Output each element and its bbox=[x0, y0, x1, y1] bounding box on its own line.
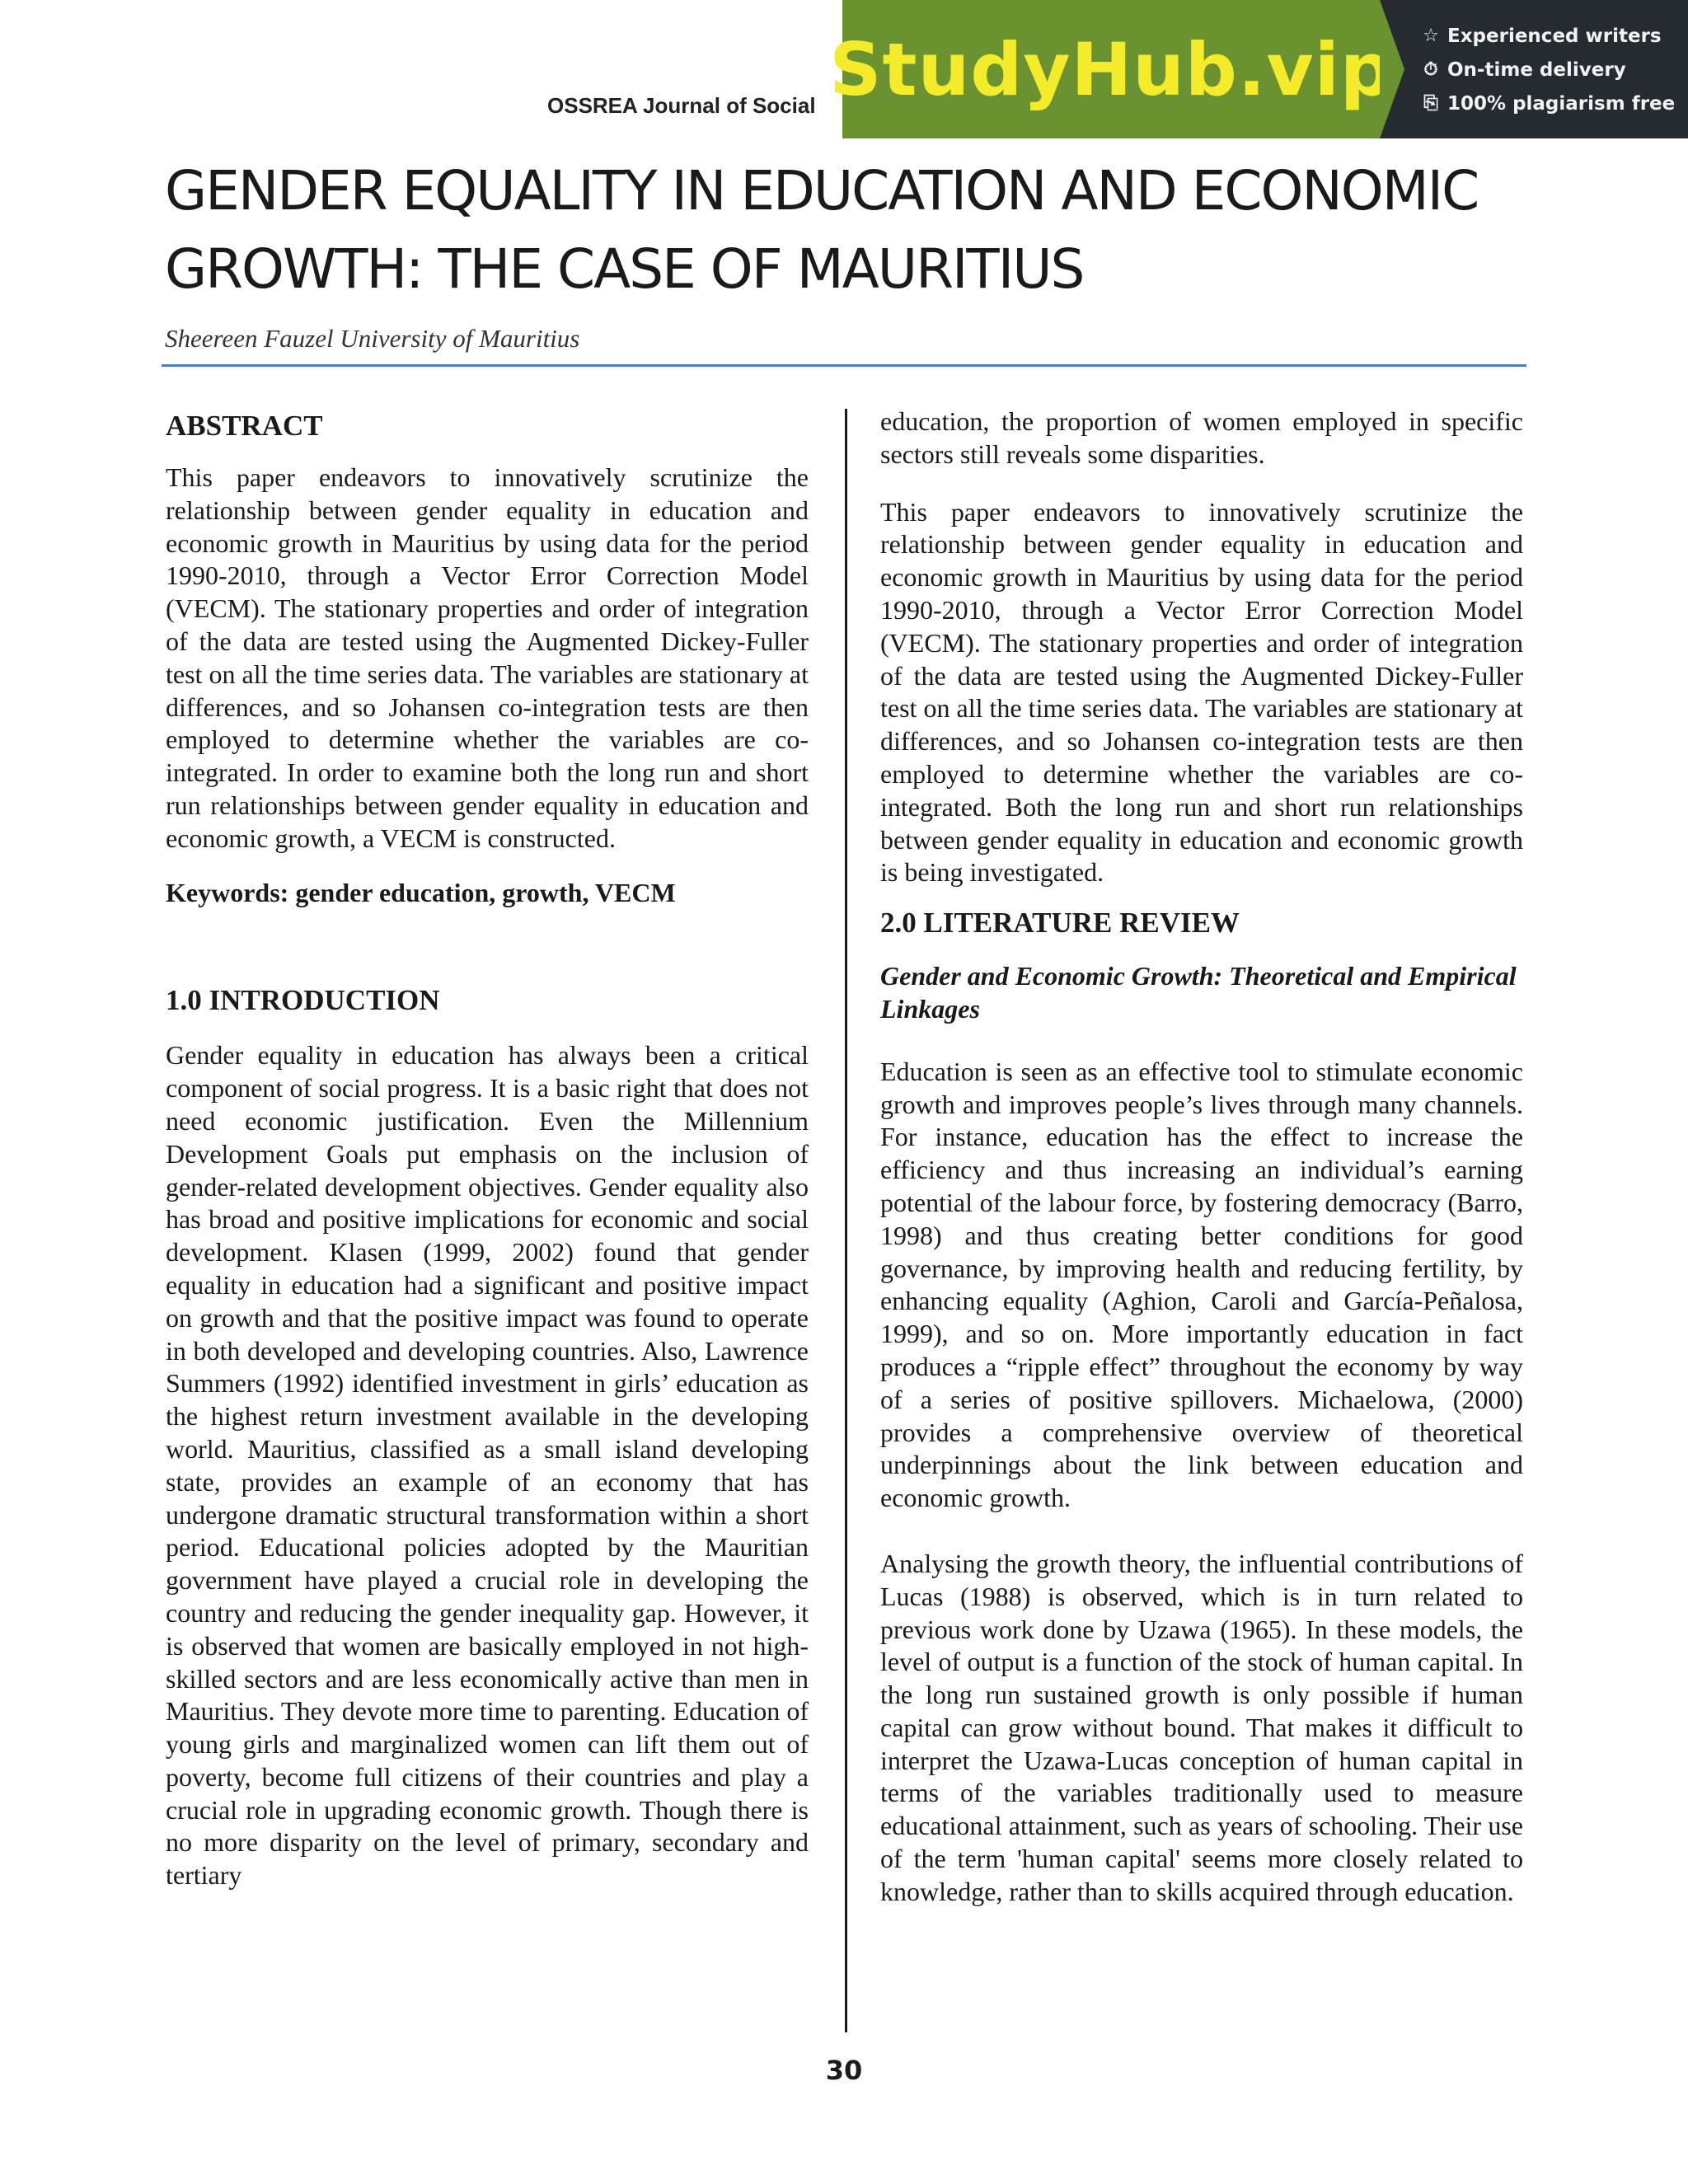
keywords: Keywords: gender education, growth, VECM bbox=[166, 877, 676, 907]
right-column bbox=[880, 405, 1523, 1909]
studyhub-logo[interactable] bbox=[829, 0, 1393, 138]
author-line: Sheereen Fauzel University of Mauritius bbox=[165, 324, 580, 353]
journal-header: OSSREA Journal of Social bbox=[547, 93, 816, 118]
abstract-heading: ABSTRACT bbox=[166, 410, 323, 442]
page-number: 30 bbox=[825, 2055, 863, 2086]
studyhub-ad-banner[interactable] bbox=[829, 0, 1688, 138]
introduction-continued: education, the proportion of women employed in specific sectors still reveals some disparities. bbox=[880, 406, 1523, 469]
literature-subheading: Gender and Economic Growth: Theoretical and Empirical Linkages bbox=[880, 961, 1517, 1024]
document-check-icon: ⎘ bbox=[1423, 93, 1438, 114]
column-divider bbox=[845, 409, 847, 2032]
literature-paragraph-1: Education is seen as an effective tool to stimulate economic growth and improves people’s lives through many channels. For instance, education has the effect to increase the efficiency and thus increasing an individual’s earning potential of the labour force, by fostering democracy (Barro, 1998) and thus creating better conditions for good governance, by improving health and reducing fertility, by enhancing equality (Aghion, Caroli and García-Peñalosa, 1999), and so on. More importantly education in fact produces a “ripple effect” throughout the economy by way of a series of positive spillovers. Michaelowa, (2000) provides a comprehensive overview of theoretical underpinnings about the link between education and economic growth. bbox=[880, 1056, 1523, 1513]
feature-plagiarism-free bbox=[1421, 89, 1688, 118]
feature-label: 100% plagiarism free bbox=[1447, 92, 1676, 115]
feature-on-time-delivery bbox=[1421, 55, 1688, 84]
abstract-paragraph: This paper endeavors to innovatively scrutinize the relationship between gender equality in education and economic growth in Mauritius by using data for the period 1990-2010, through a Vector Error Correction Model (VECM). The stationary properties and order of integration of the data are tested using the Augmented Dickey-Fuller test on all the time series data. The variables are stationary at differences, and so Johansen co-integration tests are then employed to determine whether the variables are co-integrated. In order to examine both the long run and short run relationships between gender equality in education and economic growth, a VECM is constructed. bbox=[166, 462, 809, 853]
feature-label: Experienced writers bbox=[1447, 25, 1662, 47]
feature-experienced-writers bbox=[1421, 21, 1688, 50]
star-outline-icon: ☆ bbox=[1423, 26, 1439, 46]
left-column bbox=[166, 405, 809, 1892]
introduction-paragraph: Gender equality in education has always been a critical component of social progress. It is a basic right that does not need economic justification. Even the Millennium Development Goals put emphasis on the inclusion of gender-related development objectives. Gender equality also has broad and positive implications for economic and social development. Klasen (1999, 2002) found that gender equality in education had a significant and positive impact on growth and that the positive impact was found to operate in both developed and developing countries. Also, Lawrence Summers (1992) identified investment in girls’ education as the highest return investment available in the developing world. Mauritius, classified as a small island developing state, provides an example of an economy that has undergone dramatic structural transformation within a short period. Educational policies adopted by the Mauritian government have played a crucial role in developing the country and reducing the gender inequality gap. However, it is observed that women are basically employed in not high-skilled sectors and are less economically active than men in Mauritius. They devote more time to parenting. Education of young girls and marginalized women can lift them out of poverty, become full citizens of their countries and play a crucial role in upgrading economic growth. Though there is no more disparity on the level of primary, secondary and tertiary bbox=[166, 1040, 809, 1891]
banner-features bbox=[1380, 0, 1688, 138]
title-divider bbox=[162, 364, 1526, 367]
studyhub-logo-text: StudyHub.vip bbox=[829, 26, 1393, 112]
feature-label: On-time delivery bbox=[1447, 59, 1626, 81]
literature-review-heading: 2.0 LITERATURE REVIEW bbox=[880, 907, 1240, 940]
introduction-heading: 1.0 INTRODUCTION bbox=[166, 984, 440, 1017]
introduction-paragraph-2: This paper endeavors to innovatively scrutinize the relationship between gender equality in education and economic growth in Mauritius by using data for the period 1990-2010, through a Vector Error Correction Model (VECM). The stationary properties and order of integration of the data are tested using the Augmented Dickey-Fuller test on all the time series data. The variables are stationary at differences, and so Johansen co-integration tests are then employed to determine whether the variables are co-integrated. Both the long run and short run relationships between gender equality in education and economic growth is being investigated. bbox=[880, 496, 1523, 888]
clock-icon: ⏱ bbox=[1423, 59, 1438, 80]
banner-arrow-shape bbox=[1380, 0, 1404, 138]
paper-title: GENDER EQUALITY IN EDUCATION AND ECONOMIC GROWTH: THE CASE OF MAURITIUS bbox=[165, 159, 1479, 301]
literature-paragraph-2: Analysing the growth theory, the influential contributions of Lucas (1988) is observed, which is in turn related to previous work done by Uzawa (1965). In these models, the level of output is a function of the stock of human capital. In the long run sustained growth is only possible if human capital can grow without bound. That makes it difficult to interpret the Uzawa-Lucas conception of human capital in terms of the variables traditionally used to measure educational attainment, such as years of schooling. Their use of the term 'human capital' seems more closely related to knowledge, rather than to skills acquired through education. bbox=[880, 1548, 1523, 1906]
